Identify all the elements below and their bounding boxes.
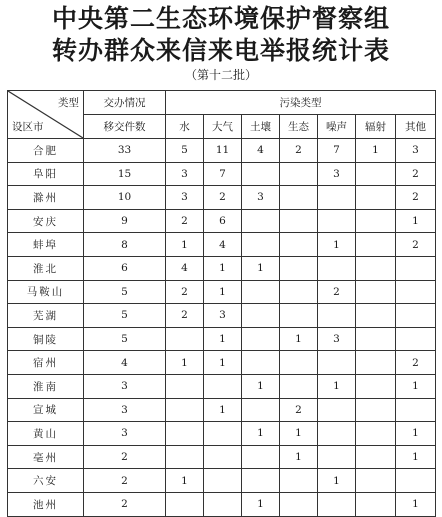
city-name: 铜陵 bbox=[8, 327, 84, 351]
table-row bbox=[8, 492, 436, 516]
pollution-count bbox=[396, 304, 436, 328]
pollution-count bbox=[280, 209, 318, 233]
city-name: 滁州 bbox=[8, 186, 84, 210]
city-name: 合肥 bbox=[8, 139, 84, 163]
pollution-count: 1 bbox=[280, 445, 318, 469]
city-name: 安庆 bbox=[8, 209, 84, 233]
pollution-count bbox=[204, 492, 242, 516]
pollution-count: 4 bbox=[242, 139, 280, 163]
pollution-count: 1 bbox=[396, 374, 436, 398]
pollution-count bbox=[242, 327, 280, 351]
table-row bbox=[8, 469, 436, 493]
pollution-count: 1 bbox=[396, 422, 436, 446]
diagonal-header-cell bbox=[8, 91, 84, 139]
pollution-count bbox=[356, 351, 396, 375]
table-row bbox=[8, 374, 436, 398]
column-header: 噪声 bbox=[318, 115, 356, 139]
city-name: 池州 bbox=[8, 492, 84, 516]
pollution-count bbox=[318, 398, 356, 422]
pollution-count bbox=[280, 469, 318, 493]
pollution-count bbox=[280, 304, 318, 328]
transfer-label: 交办情况 bbox=[84, 91, 166, 115]
pollution-count: 1 bbox=[166, 469, 204, 493]
pollution-count bbox=[242, 398, 280, 422]
pollution-count: 3 bbox=[166, 186, 204, 210]
pollution-count bbox=[166, 374, 204, 398]
pollution-count: 4 bbox=[166, 256, 204, 280]
transfer-count: 33 bbox=[84, 139, 166, 163]
pollution-count bbox=[204, 422, 242, 446]
pollution-count: 3 bbox=[242, 186, 280, 210]
pollution-count bbox=[280, 186, 318, 210]
report-statistics-table bbox=[7, 90, 436, 517]
pollution-count bbox=[242, 233, 280, 257]
pollution-count bbox=[356, 209, 396, 233]
pollution-count: 1 bbox=[396, 492, 436, 516]
pollution-count: 11 bbox=[204, 139, 242, 163]
pollution-count: 3 bbox=[204, 304, 242, 328]
pollution-count: 1 bbox=[242, 256, 280, 280]
table-row bbox=[8, 351, 436, 375]
transfer-count: 3 bbox=[84, 422, 166, 446]
column-header: 生态 bbox=[280, 115, 318, 139]
pollution-count bbox=[280, 280, 318, 304]
column-header: 水 bbox=[166, 115, 204, 139]
column-header: 土壤 bbox=[242, 115, 280, 139]
pollution-count bbox=[318, 351, 356, 375]
pollution-count bbox=[242, 445, 280, 469]
pollution-count bbox=[356, 445, 396, 469]
pollution-count bbox=[396, 256, 436, 280]
pollution-type-label: 污染类型 bbox=[166, 91, 436, 115]
region-label: 设区市 bbox=[12, 121, 44, 133]
pollution-count: 3 bbox=[318, 327, 356, 351]
pollution-count bbox=[204, 469, 242, 493]
table-row bbox=[8, 209, 436, 233]
pollution-count: 1 bbox=[166, 351, 204, 375]
table-row bbox=[8, 445, 436, 469]
pollution-count: 3 bbox=[166, 162, 204, 186]
pollution-count bbox=[280, 256, 318, 280]
pollution-count bbox=[242, 209, 280, 233]
title-line-2: 转办群众来信来电举报统计表 bbox=[51, 36, 390, 65]
pollution-count: 1 bbox=[166, 233, 204, 257]
city-name: 淮北 bbox=[8, 256, 84, 280]
pollution-count: 1 bbox=[204, 256, 242, 280]
pollution-count bbox=[356, 492, 396, 516]
pollution-count: 1 bbox=[204, 280, 242, 304]
transfer-count: 5 bbox=[84, 327, 166, 351]
pollution-count bbox=[356, 374, 396, 398]
pollution-count bbox=[356, 304, 396, 328]
pollution-count: 1 bbox=[280, 422, 318, 446]
pollution-count bbox=[396, 398, 436, 422]
pollution-count: 3 bbox=[318, 162, 356, 186]
pollution-count bbox=[242, 280, 280, 304]
pollution-count: 2 bbox=[280, 398, 318, 422]
pollution-count: 1 bbox=[356, 139, 396, 163]
transfer-count: 3 bbox=[84, 398, 166, 422]
pollution-count bbox=[396, 327, 436, 351]
pollution-count: 5 bbox=[166, 139, 204, 163]
table-row bbox=[8, 327, 436, 351]
pollution-count: 1 bbox=[204, 327, 242, 351]
table-row bbox=[8, 304, 436, 328]
pollution-count: 1 bbox=[280, 327, 318, 351]
transfer-count: 2 bbox=[84, 492, 166, 516]
pollution-count bbox=[318, 445, 356, 469]
column-header: 其他 bbox=[396, 115, 436, 139]
pollution-count: 2 bbox=[318, 280, 356, 304]
pollution-count: 3 bbox=[396, 139, 436, 163]
pollution-count bbox=[204, 445, 242, 469]
pollution-count bbox=[356, 162, 396, 186]
pollution-count: 1 bbox=[242, 492, 280, 516]
table-row bbox=[8, 256, 436, 280]
pollution-count bbox=[242, 304, 280, 328]
table-row bbox=[8, 186, 436, 210]
city-name: 蚌埠 bbox=[8, 233, 84, 257]
transfer-count: 2 bbox=[84, 469, 166, 493]
pollution-count: 6 bbox=[204, 209, 242, 233]
pollution-count bbox=[356, 469, 396, 493]
pollution-count bbox=[396, 280, 436, 304]
subtitle: （第十二批） bbox=[184, 68, 257, 82]
city-name: 宣城 bbox=[8, 398, 84, 422]
pollution-count: 2 bbox=[396, 233, 436, 257]
pollution-count bbox=[280, 492, 318, 516]
type-label: 类型 bbox=[58, 97, 79, 109]
pollution-count: 7 bbox=[204, 162, 242, 186]
pollution-count bbox=[166, 492, 204, 516]
pollution-count: 2 bbox=[396, 162, 436, 186]
transfer-count: 10 bbox=[84, 186, 166, 210]
city-name: 淮南 bbox=[8, 374, 84, 398]
pollution-count bbox=[280, 351, 318, 375]
transfer-count: 2 bbox=[84, 445, 166, 469]
city-name: 芜湖 bbox=[8, 304, 84, 328]
city-name: 马鞍山 bbox=[8, 280, 84, 304]
pollution-count bbox=[318, 492, 356, 516]
table-row bbox=[8, 162, 436, 186]
column-header: 辐射 bbox=[356, 115, 396, 139]
pollution-count bbox=[318, 256, 356, 280]
transfer-count: 3 bbox=[84, 374, 166, 398]
pollution-count bbox=[356, 398, 396, 422]
pollution-count: 1 bbox=[318, 233, 356, 257]
pollution-count: 2 bbox=[166, 280, 204, 304]
pollution-count: 1 bbox=[204, 351, 242, 375]
pollution-count: 1 bbox=[396, 445, 436, 469]
transfer-count: 4 bbox=[84, 351, 166, 375]
table-row bbox=[8, 139, 436, 163]
pollution-count bbox=[318, 422, 356, 446]
table-row bbox=[8, 280, 436, 304]
pollution-count: 2 bbox=[166, 209, 204, 233]
pollution-count bbox=[204, 374, 242, 398]
pollution-count bbox=[242, 162, 280, 186]
city-name: 阜阳 bbox=[8, 162, 84, 186]
title-line-1: 中央第二生态环境保护督察组 bbox=[51, 4, 390, 33]
pollution-count: 2 bbox=[166, 304, 204, 328]
pollution-count bbox=[166, 445, 204, 469]
pollution-count bbox=[356, 327, 396, 351]
pollution-count: 7 bbox=[318, 139, 356, 163]
city-name: 宿州 bbox=[8, 351, 84, 375]
pollution-count bbox=[318, 209, 356, 233]
city-name: 亳州 bbox=[8, 445, 84, 469]
table-row bbox=[8, 233, 436, 257]
transfer-count: 5 bbox=[84, 304, 166, 328]
pollution-count bbox=[166, 327, 204, 351]
transfer-count: 9 bbox=[84, 209, 166, 233]
pollution-count: 1 bbox=[242, 422, 280, 446]
pollution-count bbox=[166, 398, 204, 422]
transfer-count: 15 bbox=[84, 162, 166, 186]
pollution-count: 4 bbox=[204, 233, 242, 257]
pollution-count bbox=[356, 280, 396, 304]
transfer-count: 8 bbox=[84, 233, 166, 257]
column-header: 大气 bbox=[204, 115, 242, 139]
pollution-count: 2 bbox=[396, 351, 436, 375]
pollution-count: 2 bbox=[204, 186, 242, 210]
pollution-count bbox=[280, 233, 318, 257]
pollution-count bbox=[242, 351, 280, 375]
pollution-count bbox=[356, 186, 396, 210]
pollution-count bbox=[166, 422, 204, 446]
city-name: 六安 bbox=[8, 469, 84, 493]
table-row bbox=[8, 422, 436, 446]
pollution-count: 1 bbox=[318, 469, 356, 493]
pollution-count bbox=[280, 162, 318, 186]
pollution-count: 1 bbox=[318, 374, 356, 398]
pollution-count bbox=[318, 304, 356, 328]
pollution-count bbox=[356, 422, 396, 446]
pollution-count bbox=[242, 469, 280, 493]
pollution-count bbox=[396, 469, 436, 493]
transfer-count-label: 移交件数 bbox=[84, 115, 166, 139]
pollution-count: 2 bbox=[396, 186, 436, 210]
pollution-count bbox=[280, 374, 318, 398]
transfer-count: 5 bbox=[84, 280, 166, 304]
pollution-count: 2 bbox=[280, 139, 318, 163]
table-row bbox=[8, 398, 436, 422]
pollution-count: 1 bbox=[396, 209, 436, 233]
pollution-count bbox=[356, 256, 396, 280]
pollution-count: 1 bbox=[242, 374, 280, 398]
pollution-count: 1 bbox=[204, 398, 242, 422]
pollution-count bbox=[318, 186, 356, 210]
transfer-count: 6 bbox=[84, 256, 166, 280]
pollution-count bbox=[356, 233, 396, 257]
city-name: 黄山 bbox=[8, 422, 84, 446]
